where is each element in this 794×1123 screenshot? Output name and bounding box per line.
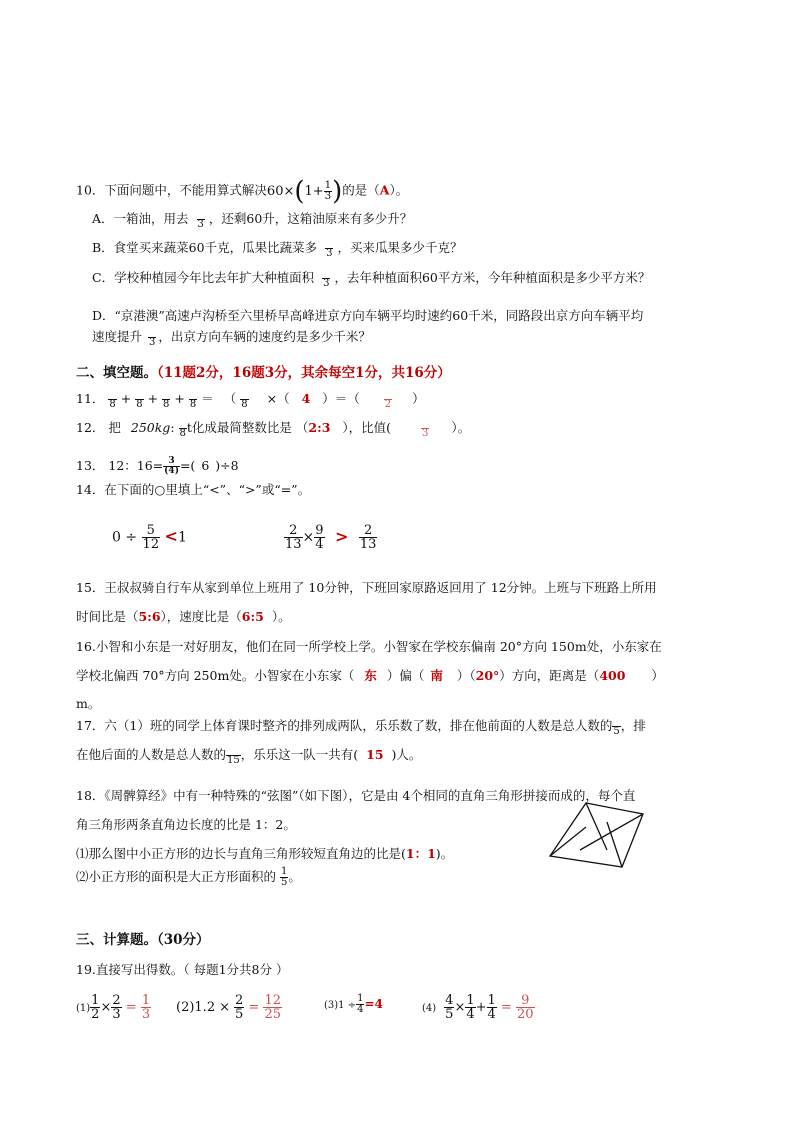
q19-p1-frac-2 [111, 994, 121, 1021]
q16-line3: m。 [76, 696, 101, 711]
q19-p4-n1: 4 [445, 993, 454, 1008]
q19-p3-label: (3)1 ÷ [324, 1000, 357, 1011]
q19-problem-1 [76, 994, 151, 1021]
q19-p4-eq: = [500, 1000, 512, 1015]
q19-p1-n1: 1 [91, 993, 100, 1008]
triangle-edge-1 [586, 803, 607, 850]
q19-p1-answer [141, 994, 151, 1021]
q11-plus-3: + [174, 391, 185, 406]
expr-den: 3 [324, 190, 332, 202]
q18-line2: 角三角形两条直角边长度的比是 1：2。 [76, 817, 296, 832]
q13-mid: =( [179, 458, 196, 473]
q19-p4-an: 9 [516, 994, 535, 1008]
option-c-fraction [322, 268, 330, 289]
q15-pre: 时间比是（ [76, 609, 139, 624]
triangle-edge-2 [580, 814, 643, 850]
triangle-edge-3 [550, 827, 586, 856]
q16-line2 [76, 670, 664, 683]
q19-p4-d3: 4 [487, 1007, 496, 1022]
q11-frac-5-den: 8 [241, 399, 248, 410]
q19-p2-an: 12 [264, 993, 282, 1008]
option-d-den: 3 [149, 337, 156, 348]
xian-figure [548, 802, 644, 868]
q16-pre: 学校北偏西 70°方向 250m处。小智家在小东家（ [76, 668, 355, 683]
q12-quantity: 250kg [130, 420, 171, 435]
option-a-post: ，还剩60升，这箱油原来有多少升？ [208, 211, 413, 226]
q19-p4-answer [516, 994, 535, 1021]
q18-sub1 [76, 848, 453, 861]
q14-expression-1 [112, 524, 187, 551]
option-c-den: 3 [323, 278, 330, 289]
q10-expression [266, 176, 343, 206]
expr-fraction [324, 181, 332, 202]
q19-p4-n2: 1 [466, 993, 475, 1008]
q19-problem-3 [324, 994, 383, 1015]
expr-60: 60 [266, 183, 284, 199]
q12-fraction [179, 418, 187, 439]
option-a-den: 3 [197, 219, 204, 230]
paren-right: ) [332, 176, 343, 206]
q13-end: )÷8 [215, 458, 239, 473]
q11-frac-1 [108, 389, 116, 410]
q10-option-b [92, 238, 462, 259]
q13-fraction-den: (4) [164, 466, 179, 476]
q11-frac-2 [135, 389, 143, 410]
q18-line1: 18．《周髀算经》中有一种特殊的“弦图”（如下图），它是由 4个相同的直角三角形拼接而成的，每个直 [76, 788, 636, 803]
q14-e2-times: × [302, 529, 315, 546]
option-d-fraction [148, 327, 156, 348]
option-d-post: ，出京方向车辆的速度约是多少千米？ [158, 329, 371, 344]
q14-e2-d3: 13 [359, 537, 377, 552]
q12-mid: t化成最简整数比是 （ [186, 420, 309, 435]
q14-e2-fraction-1 [284, 524, 303, 551]
q12-pre: 12． 把 [76, 420, 121, 435]
q14-e2-d1: 13 [285, 537, 302, 552]
q14-e1-fraction [142, 524, 161, 551]
q13-fraction-num: 3 [163, 457, 180, 467]
q11-answer-1: 4 [301, 391, 311, 406]
q17-f1-den: 5 [613, 726, 620, 737]
option-b-fraction [325, 238, 333, 259]
q19-p2-op: × [219, 1000, 230, 1015]
expr-num: 1 [324, 179, 332, 191]
q15-mid: ），速度比是（ [160, 609, 242, 624]
q12-mid2: ），比值( [342, 420, 392, 435]
q10-stem [76, 178, 408, 204]
q18-sub1-end: )。 [435, 846, 454, 861]
q14-e2-n3: 2 [359, 524, 378, 538]
q14-e2-d2: 4 [315, 537, 324, 552]
q11-frac-5 [240, 389, 248, 410]
option-b-den: 3 [326, 248, 333, 259]
q19-problem-2 [176, 994, 282, 1021]
q17-end: )人。 [391, 747, 422, 762]
q10-stem-post: 的是（ [342, 182, 380, 198]
q17-fraction-2 [226, 745, 241, 766]
q13-fraction [163, 457, 180, 476]
q17-post: ，排 [620, 718, 646, 733]
q19-p1-n2: 2 [112, 993, 121, 1008]
q16-answer-3: 20° [475, 668, 500, 683]
q12 [76, 418, 470, 439]
q14-e1-post: 1 [177, 529, 187, 546]
q18-sub2-end: 。 [288, 869, 301, 884]
q17-pre: 17．六（1）班的同学上体育课时整齐的排列成两队，乐乐数了数，排在他前面的人数是总人数的 [76, 718, 613, 733]
q18-sub2-num: 1 [281, 866, 288, 877]
q16-answer-4: 400 [599, 668, 626, 683]
q14-e2-fraction-2 [314, 524, 324, 551]
section2-heading [76, 367, 451, 381]
option-c-post: ，去年种植面积60平方米，今年种植面积是多少平方米？ [334, 270, 651, 285]
option-a-fraction [197, 209, 205, 230]
q19-p4-label: (4) [422, 1003, 437, 1014]
q17-line1 [76, 716, 646, 737]
q16-mid-1: ）偏（ [386, 668, 425, 683]
q19-p4-d1: 5 [445, 1007, 454, 1022]
q17-f2-den: 15 [227, 755, 240, 766]
q11-close-paren: ） [412, 391, 425, 406]
q19-problem-4 [422, 994, 535, 1021]
q16-mid-2: ）（ [456, 668, 476, 683]
q10-stem-end: ）。 [389, 182, 409, 198]
section3-heading: 三、计算题。（30分） [76, 932, 210, 948]
q16-answer-2: 南 [430, 668, 443, 683]
q17-answer: 15 [366, 747, 384, 762]
q11-answer-den: 2 [384, 399, 392, 410]
q11-equals: ＝ [201, 391, 214, 406]
q14-e1-den: 12 [142, 537, 160, 552]
q15-end: ）。 [271, 609, 291, 624]
q11-frac-4-den: 8 [189, 399, 197, 410]
q19-p4-op2: + [475, 1000, 487, 1015]
q11-frac-2-den: 8 [136, 399, 143, 410]
q19-p3-d: 4 [357, 1004, 364, 1015]
q14-e1-num: 5 [142, 524, 161, 538]
q11-frac-3-den: 8 [163, 399, 170, 410]
q16-mid-3: ）方向，距离是（ [499, 668, 600, 683]
q19-p2-label: (2)1.2 [176, 1000, 216, 1015]
q19-p4-frac-2 [465, 994, 475, 1021]
q11-mid: ）＝（ [322, 391, 360, 406]
q12-end: ）。 [451, 420, 471, 435]
q12-answer-fraction [421, 418, 429, 439]
q11-plus-1: + [120, 391, 132, 406]
q19-p4-ad: 20 [517, 1007, 534, 1022]
q19-p2-n: 2 [235, 993, 244, 1008]
q19-p4-frac-3 [487, 994, 497, 1021]
q19-p4-frac-1 [444, 994, 454, 1021]
q11-label: 11． [76, 391, 105, 406]
outer-square [550, 803, 643, 867]
q12-answer-1: 2:3 [308, 420, 331, 435]
q10-option-d-line2 [92, 327, 371, 348]
q18-sub1-answer: 1：1 [405, 846, 436, 861]
q14-e2-n1: 2 [284, 524, 303, 538]
q14-e1-sign: < [164, 526, 178, 546]
q15-line1: 15．王叔叔骑自行车从家到单位上班用了 10分钟，下班回家原路返回用了 12分钟。上班与下班路上所用 [76, 580, 657, 595]
q11-open-paren: （ [223, 391, 237, 406]
q19-p1-eq: = [125, 1000, 137, 1015]
option-a-pre: A．一箱油，用去 [92, 211, 189, 226]
q11-plus-2: + [147, 391, 159, 406]
q18-sub1-pre: ⑴那么图中小正方形的边长与直角三角形较短直角边的比是( [76, 846, 406, 861]
q17-pre-2: 在他后面的人数是总人数的 [76, 747, 227, 762]
q19-p2-frac [234, 994, 244, 1021]
section2-note: （11题2分，16题3分，其余每空1分，共16分） [157, 365, 451, 381]
q17-fraction-1 [612, 716, 620, 737]
q11-frac-1-den: 8 [109, 399, 116, 410]
q15-line2 [76, 611, 291, 624]
option-c-pre: C．学校种植园今年比去年扩大种植面积 [92, 270, 315, 285]
q11-answer-fraction [384, 389, 392, 410]
q10-stem-text: 10．下面问题中，不能用算式解决 [76, 182, 267, 198]
q19-p1-op: × [100, 1000, 112, 1015]
q19-p1-ad: 3 [141, 1007, 151, 1022]
q14-expression-2 [284, 524, 377, 551]
q15-answer-1: 5:6 [138, 609, 161, 624]
expr-one-plus: 1+ [304, 183, 324, 199]
q14-e1-pre: 0 ÷ [112, 529, 138, 546]
option-d-pre: 速度提升 [92, 329, 143, 344]
triangle-edge-4 [607, 822, 622, 867]
q19-p1-label: (1) [76, 1003, 91, 1014]
q18-sub2 [76, 867, 301, 888]
q19-p2-answer [263, 994, 282, 1021]
q11-frac-3 [162, 389, 170, 410]
q10-answer: A [379, 182, 390, 198]
q19-p2-eq: = [248, 1000, 260, 1015]
q19-p4-d2: 4 [466, 1007, 475, 1022]
q19-p3-answer: =4 [364, 997, 383, 1011]
q16-answer-1: 东 [364, 668, 377, 683]
q13-pre: 13． 12：16= [76, 458, 164, 473]
q11 [76, 389, 425, 410]
option-b-post: ，买来瓜果多少千克？ [337, 240, 463, 255]
q19-p1-an: 1 [141, 993, 151, 1008]
q16-end: ） [651, 668, 664, 683]
q10-option-c [92, 268, 650, 289]
q17-mid: ，乐乐这一队一共有( [240, 747, 359, 762]
q19-p1-d1: 2 [91, 1007, 100, 1022]
q13-answer: 6 [201, 458, 210, 473]
q19-p1-frac-1 [90, 994, 100, 1021]
q14-text: 14．在下面的○里填上“<”、“>”或“=”。 [76, 482, 311, 497]
q19-p1-d2: 3 [112, 1007, 121, 1022]
q19-p2-d: 5 [235, 1007, 244, 1022]
q18-sub2-den: 5 [281, 877, 288, 888]
q10-option-a [92, 209, 412, 230]
section2-title: 二、填空题。 [76, 365, 157, 381]
q19-p3-n: 1 [357, 993, 364, 1004]
q17-line2 [76, 745, 421, 766]
q11-frac-4 [189, 389, 197, 410]
q19-p4-op1: × [454, 1000, 466, 1015]
option-b-pre: B．食堂买来蔬菜60千克，瓜果比蔬菜多 [92, 240, 318, 255]
q19-p2-ad: 25 [264, 1007, 282, 1022]
paren-left: ( [294, 176, 305, 206]
q10-option-d-line1: D．“京港澳”高速卢沟桥至六里桥早高峰进京方向车辆平均时速约60千米，同路段出京方向车辆平均 [92, 308, 644, 323]
q13 [76, 457, 239, 476]
q12-answer-den: 3 [422, 428, 429, 439]
q12-colon: : [170, 420, 175, 435]
q15-answer-2: 6:5 [241, 609, 264, 624]
q12-fraction-den: 8 [179, 428, 186, 439]
expr-times: × [283, 183, 295, 199]
q11-times: ×（ [266, 391, 290, 406]
q14-e2-sign: > [335, 526, 349, 546]
q14-e2-fraction-3 [359, 524, 378, 551]
q19-p4-n3: 1 [487, 993, 496, 1008]
q18-sub2-pre: ⑵小正方形的面积是大正方形面积的 [76, 869, 277, 884]
q14-e2-n2: 9 [315, 523, 324, 538]
q16-line1: 16.小智和小东是一对好朋友，他们在同一所学校上学。小智家在学校东偏南 20°方向 150m处，小东家在 [76, 639, 662, 654]
q19-text: 19.直接写出得数。（ 每题1分共8分 ） [76, 962, 289, 977]
